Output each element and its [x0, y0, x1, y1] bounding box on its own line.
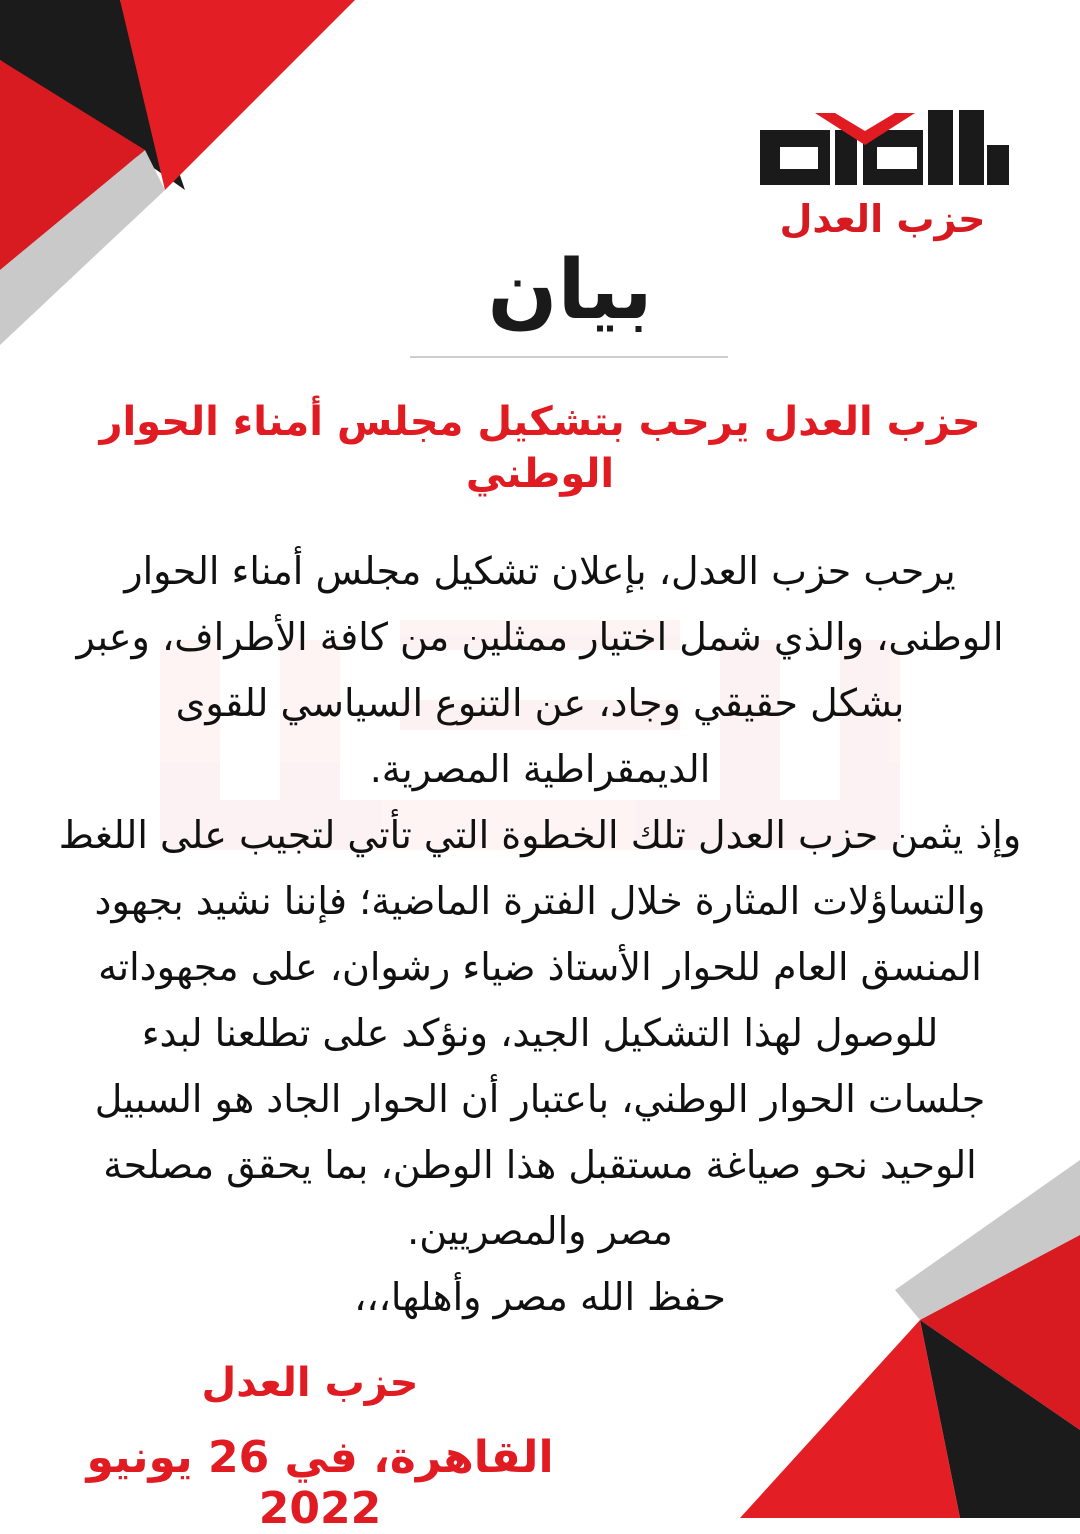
title-divider	[410, 356, 728, 358]
party-logo	[755, 105, 1020, 255]
body-line: يرحب حزب العدل، بإعلان تشكيل مجلس أمناء الحوار	[124, 549, 956, 593]
page-title: بيان	[487, 243, 653, 338]
body-line: المنسق العام للحوار الأستاذ ضياء رشوان، على مجهوداته	[98, 945, 982, 989]
body-line: وإذ يثمن حزب العدل تلك الخطوة التي تأتي لتجيب على اللغط	[58, 813, 1022, 857]
body-line: الوطنى، والذي شمل اختيار ممثلين من كافة الأطراف، وعبر	[76, 615, 1004, 659]
party-logo-icon	[755, 105, 1015, 195]
body-line: بشكل حقيقي وجاد، عن التنوع السياسي للقوى	[175, 681, 905, 725]
statement-body	[40, 538, 1040, 1330]
statement-headline: حزب العدل يرحب بتشكيل مجلس أمناء الحوار الوطني	[99, 399, 981, 497]
body-line: جلسات الحوار الوطني، باعتبار أن الحوار الجاد هو السبيل	[94, 1077, 986, 1121]
signature-place-date: القاهرة، في 26 يونيو 2022	[86, 1432, 554, 1534]
body-line: الوحيد نحو صياغة مستقبل هذا الوطن، بما يحقق مصلحة	[103, 1143, 977, 1187]
signature-name: حزب العدل	[201, 1360, 419, 1406]
logo-party-name: حزب العدل	[779, 197, 986, 241]
body-line: للوصول لهذا التشكيل الجيد، ونؤكد على تطلعنا لبدء	[141, 1011, 939, 1055]
body-line: حفظ الله مصر وأهلها،،،	[354, 1275, 726, 1319]
body-line: الديمقراطية المصرية.	[369, 747, 711, 791]
body-line: مصر والمصريين.	[407, 1209, 673, 1253]
body-line: والتساؤلات المثارة خلال الفترة الماضية؛ فإننا نشيد بجهود	[94, 879, 986, 923]
